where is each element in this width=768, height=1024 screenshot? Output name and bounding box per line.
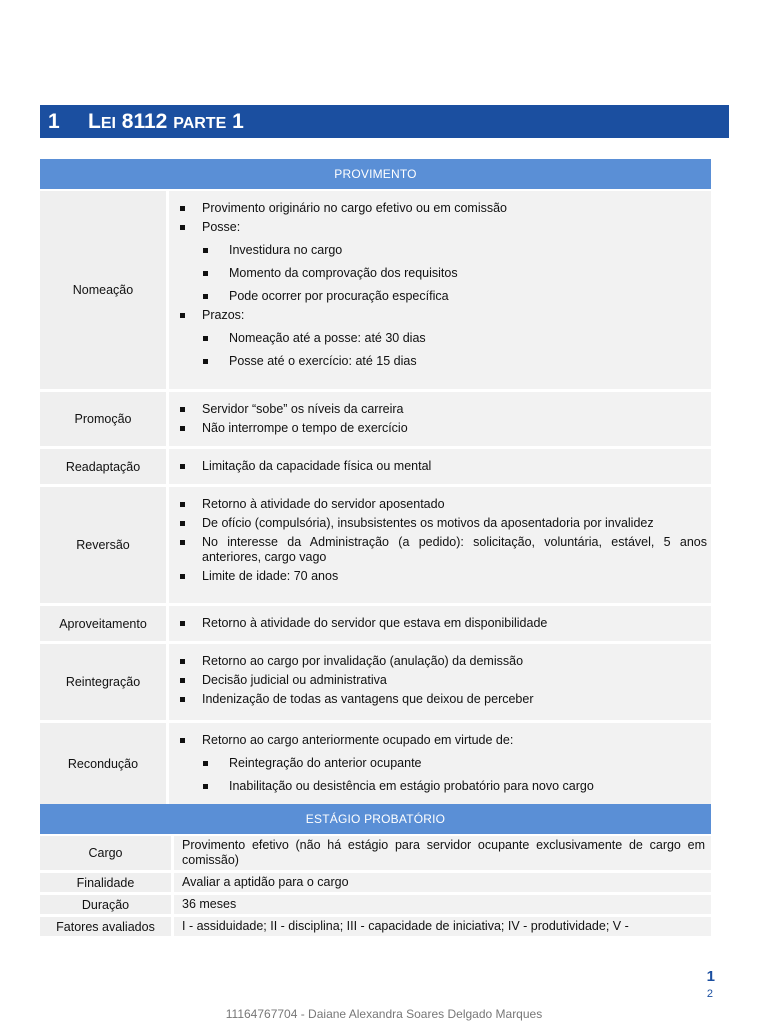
provimento-row-label: Reversão [40, 487, 166, 603]
list-item [179, 654, 707, 669]
list-item [179, 616, 707, 631]
list-item [179, 421, 707, 436]
list-item-text: Limite de idade: 70 anos [202, 569, 339, 583]
list-item-text: Retorno à atividade do servidor que estava em disponibilidade [202, 616, 548, 630]
list-item-text: Prazos: [202, 308, 245, 322]
provimento-row-label: Nomeação [40, 191, 166, 389]
provimento-row-content [169, 723, 711, 804]
provimento-row [40, 392, 711, 446]
sub-list-item: Reintegração do anterior ocupante [202, 756, 707, 771]
provimento-row [40, 606, 711, 641]
list-item [179, 220, 707, 304]
provimento-row [40, 723, 711, 804]
provimento-row-content [169, 606, 711, 641]
provimento-row [40, 644, 711, 720]
list-item-text: Retorno à atividade do servidor aposentado [202, 497, 445, 511]
sub-list-item: Posse até o exercício: até 15 dias [202, 354, 707, 369]
section-number: 1 [48, 109, 60, 133]
estagio-row-value: Provimento efetivo (não há estágio para servidor ocupante exclusivamente de cargo em comissão) [174, 836, 711, 870]
estagio-row [40, 836, 711, 870]
estagio-header: ESTÁGIO PROBATÓRIO [40, 804, 711, 834]
page-number: 1 [706, 968, 715, 985]
provimento-row-label: Recondução [40, 723, 166, 804]
footer-watermark: 11164767704 - Daiane Alexandra Soares Delgado Marques [225, 1007, 543, 1021]
list-item [179, 733, 707, 794]
provimento-row [40, 449, 711, 484]
provimento-row-content [169, 449, 711, 484]
list-item-text: Retorno ao cargo por invalidação (anulação) da demissão [202, 654, 524, 668]
provimento-row-label: Promoção [40, 392, 166, 446]
estagio-row [40, 895, 711, 914]
page-sub-number: 2 [706, 988, 713, 1000]
list-item-text: Não interrompe o tempo de exercício [202, 421, 408, 435]
provimento-row-label: Aproveitamento [40, 606, 166, 641]
provimento-row-label: Readaptação [40, 449, 166, 484]
provimento-table [40, 191, 711, 804]
list-item [179, 497, 707, 512]
provimento-row [40, 191, 711, 389]
estagio-row-value: 36 meses [174, 895, 711, 914]
list-item [179, 569, 707, 584]
sub-list-item: Inabilitação ou desistência em estágio probatório para novo cargo [202, 779, 707, 794]
provimento-row-content [169, 644, 711, 720]
estagio-row [40, 917, 711, 936]
section-title [40, 105, 729, 138]
sub-list-item: Pode ocorrer por procuração específica [202, 289, 707, 304]
sub-list-item: Investidura no cargo [202, 243, 707, 258]
estagio-row-label: Duração [40, 895, 171, 914]
estagio-row-value: I - assiduidade; II - disciplina; III - capacidade de iniciativa; IV - produtividade; V - [174, 917, 711, 936]
list-item [179, 535, 707, 565]
estagio-row [40, 873, 711, 892]
list-item [179, 673, 707, 688]
list-item [179, 201, 707, 216]
estagio-row-label: Finalidade [40, 873, 171, 892]
estagio-table [40, 836, 711, 936]
list-item [179, 308, 707, 369]
list-item-text: Decisão judicial ou administrativa [202, 673, 387, 687]
list-item [179, 516, 707, 531]
provimento-row-label: Reintegração [40, 644, 166, 720]
list-item [179, 459, 707, 474]
provimento-header: PROVIMENTO [40, 159, 711, 189]
list-item-text: No interesse da Administração (a pedido): solicitação, voluntária, estável, 5 anos anteriores, cargo vago [202, 535, 707, 564]
provimento-row-content [169, 487, 711, 603]
estagio-row-label: Fatores avaliados [40, 917, 171, 936]
list-item-text: Servidor “sobe” os níveis da carreira [202, 402, 404, 416]
list-item-text: Indenização de todas as vantagens que deixou de perceber [202, 692, 534, 706]
list-item-text: Retorno ao cargo anteriormente ocupado em virtude de: [202, 733, 514, 747]
provimento-row-content [169, 392, 711, 446]
estagio-row-label: Cargo [40, 836, 171, 870]
list-item-text: Provimento originário no cargo efetivo ou em comissão [202, 201, 508, 215]
list-item-text: De ofício (compulsória), insubsistentes os motivos da aposentadoria por invalidez [202, 516, 654, 530]
section-title-text: LEI 8112 PARTE 1 [88, 109, 244, 133]
list-item [179, 692, 707, 707]
list-item-text: Limitação da capacidade física ou mental [202, 459, 432, 473]
list-item-text: Posse: [202, 220, 241, 234]
sub-list-item: Nomeação até a posse: até 30 dias [202, 331, 707, 346]
provimento-row [40, 487, 711, 603]
sub-list-item: Momento da comprovação dos requisitos [202, 266, 707, 281]
provimento-row-content [169, 191, 711, 389]
list-item [179, 402, 707, 417]
estagio-row-value: Avaliar a aptidão para o cargo [174, 873, 711, 892]
